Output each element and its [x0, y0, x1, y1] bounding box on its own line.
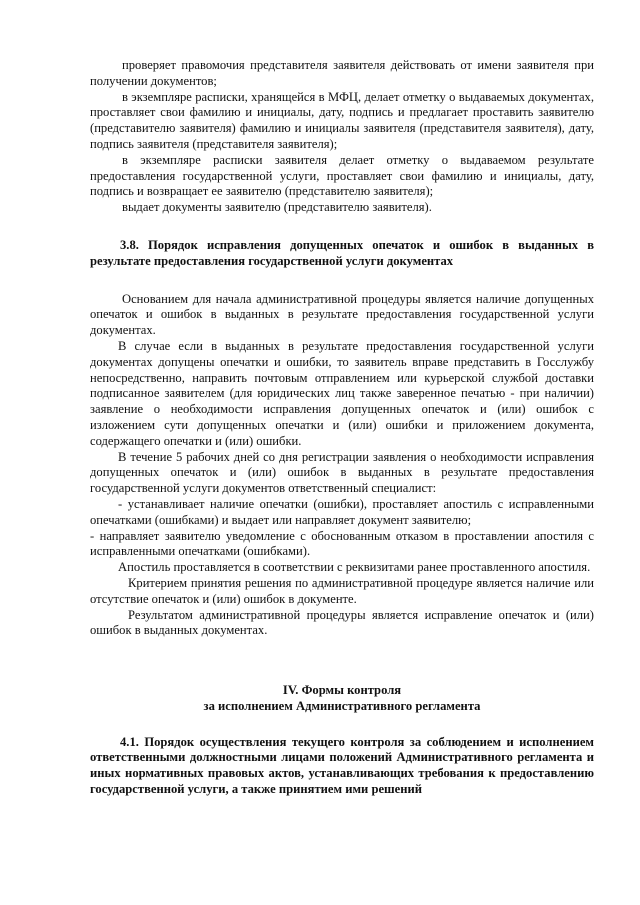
- paragraph-procedure-result: Результатом административной процедуры является исправление опечаток и (или) ошибок в выданных документах.: [90, 607, 594, 638]
- section-heading-3-8: 3.8. Порядок исправления допущенных опечаток и ошибок в выданных в результате предоставления государственной услуги документах: [90, 237, 594, 268]
- paragraph-decision-criterion: Критерием принятия решения по административной процедуре является наличие или отсутствие опечаток и (или) ошибок в документе.: [90, 575, 594, 606]
- paragraph-mfc-receipt: в экземпляре расписки, хранящейся в МФЦ, делает отметку о выдаваемых документах, проставляет свои фамилию и инициалы, дату, подпись и предлагает проставить заявителю (представителю заявителя) фамилию и инициалы заявителя (представителя заявителя), дату, подпись заявителя (представителя заявителя);: [90, 89, 594, 151]
- list-item-refusal-notice: - направляет заявителю уведомление с обоснованным отказом в проставлении апостиля с исправленными опечатками (ошибками).: [90, 528, 594, 559]
- paragraph-grounds: Основанием для начала административной процедуры является наличие допущенных опечаток и ошибок в выданных в результате предоставления государственной услуги документах.: [90, 291, 594, 338]
- paragraph-applicant-receipt: в экземпляре расписки заявителя делает отметку о выдаваемом результате предоставления государственной услуги, проставляет свои фамилию и инициалы, дату, подпись и возвращает ее заявителю (представителю заявителя);: [90, 152, 594, 199]
- document-page: [90, 58, 594, 798]
- paragraph-five-days: В течение 5 рабочих дней со дня регистрации заявления о необходимости исправления допущенных опечаток и (или) ошибок в выданных в результате предоставления государственной услуги документов ответственный специалист:: [90, 449, 594, 496]
- list-item-correct-apostille: - устанавливает наличие опечатки (ошибки), проставляет апостиль с исправленными опечатками (ошибками) и выдает или направляет документ заявителю;: [90, 496, 594, 527]
- section-heading-4-1: 4.1. Порядок осуществления текущего контроля за соблюдением и исполнением ответственными должностными лицами положений Административного регламента и иных нормативных правовых актов, устанавливающих требования к предоставлению государственной услуги, а также принятием ими решений: [90, 734, 594, 797]
- paragraph-verify-representative: проверяет правомочия представителя заявителя действовать от имени заявителя при получении документов;: [90, 58, 594, 88]
- paragraph-apostille-requisites: Апостиль проставляется в соответствии с реквизитами ранее проставленного апостиля.: [118, 560, 591, 575]
- paragraph-errors-case: В случае если в выданных в результате предоставления государственной услуги документах допущены опечатки и ошибки, то заявитель вправе представить в Госслужбу непосредственно, направить почтовым отправлением или курьерской службой доставки подписанное заявителем (для юридических лиц также заверенное печатью - при наличии) заявление о необходимости исправления допущенных опечаток и (или) ошибок с изложением сути допущенных опечатки и (или) ошибки и приложением документа, содержащего опечатки и (или) ошибки.: [90, 338, 594, 448]
- section-subtitle-iv: за исполнением Административного регламента: [203, 698, 481, 713]
- section-title-iv: IV. Формы контроля: [282, 683, 402, 698]
- paragraph-issue-documents: выдает документы заявителю (представителю заявителя).: [122, 200, 432, 215]
